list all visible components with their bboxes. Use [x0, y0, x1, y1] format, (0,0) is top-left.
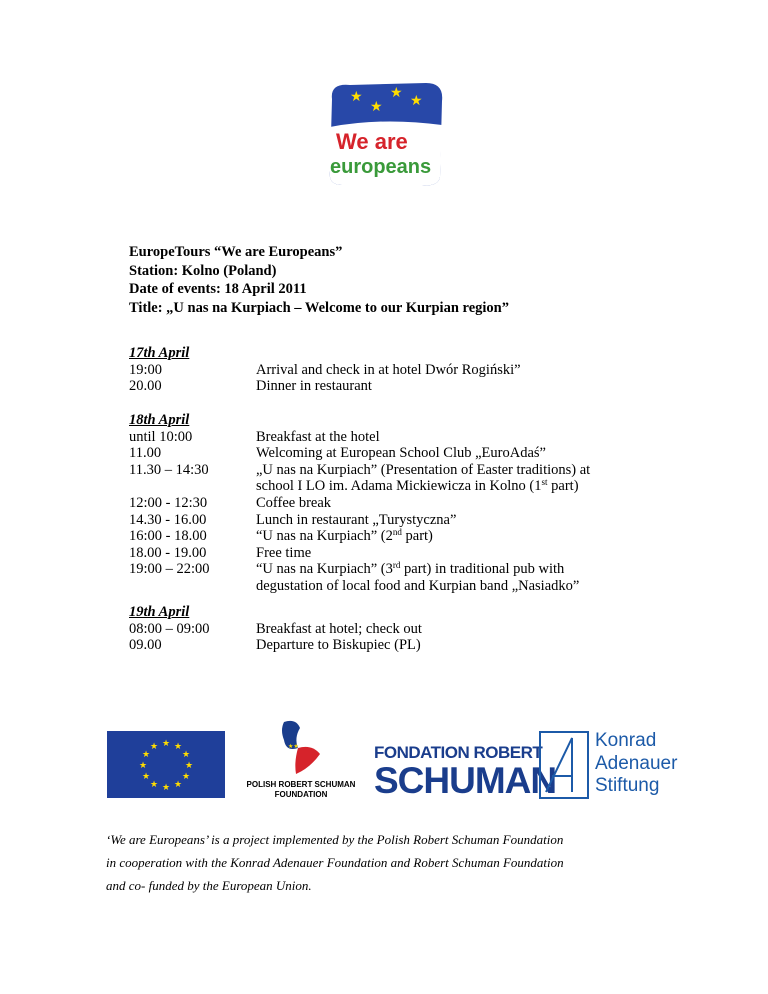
logo-star-1: ★ — [350, 90, 363, 105]
time: until 10:00 — [129, 428, 193, 445]
day2-times — [129, 412, 249, 578]
svg-text:★: ★ — [173, 779, 183, 789]
day-heading: 19th April — [129, 604, 190, 620]
svg-text:★: ★ — [141, 771, 151, 781]
activity: Lunch in restaurant „Turystyczna” — [256, 511, 457, 528]
day-heading: 18th April — [129, 412, 190, 428]
activity: degustation of local food and Kurpian band „Nasiadko” — [256, 577, 580, 594]
prsf-line2: FOUNDATION — [274, 790, 328, 799]
svg-text:★: ★ — [181, 771, 191, 781]
kas-line2: Adenauer — [595, 752, 678, 774]
activity-tail: part) — [401, 528, 433, 545]
day3-activities — [256, 621, 656, 654]
kas-line3: Stiftung — [595, 775, 660, 796]
time: 16:00 - 18.00 — [129, 528, 207, 545]
day-heading: 17th April — [129, 345, 190, 361]
prsf-line1: POLISH ROBERT SCHUMAN — [246, 780, 356, 789]
kas-text — [595, 730, 677, 798]
activity-text: “U nas na Kurpiach” (3 — [256, 561, 393, 578]
event-date: Date of events: 18 April 2011 — [129, 281, 307, 297]
svg-text:★: ★ — [181, 749, 191, 759]
svg-text:★: ★ — [141, 749, 151, 759]
ordinal-st: st — [541, 477, 548, 488]
footer-line2: in cooperation with the Konrad Adenauer Foundation and Robert Schuman Foundation — [106, 855, 564, 870]
svg-text:★: ★ — [138, 760, 148, 770]
footer-line1: ‘We are Europeans’ is a project implemented by the Polish Robert Schuman Foundation — [106, 832, 564, 847]
fondation-robert-schuman-logo — [374, 743, 557, 801]
activity: Arrival and check in at hotel Dwór Rogiński” — [256, 361, 521, 378]
ordinal-rd: rd — [392, 560, 401, 571]
activity: Breakfast at hotel; check out — [256, 620, 422, 637]
svg-text:★★: ★★ — [288, 744, 299, 750]
svg-text:★: ★ — [161, 738, 171, 748]
time: 11.30 – 14:30 — [129, 461, 209, 478]
activity: „U nas na Kurpiach” (Presentation of Easter traditions) at — [256, 461, 591, 478]
activity: Free time — [256, 544, 312, 561]
time: 18.00 - 19.00 — [129, 544, 207, 561]
time: 20.00 — [129, 378, 162, 395]
day3-times — [129, 604, 249, 654]
logo-star-4: ★ — [410, 94, 423, 109]
activity: Dinner in restaurant — [256, 378, 372, 395]
event-title: Title: „U nas na Kurpiach – Welcome to our Kurpian region” — [129, 299, 509, 316]
event-header — [129, 243, 509, 317]
time: 12:00 - 12:30 — [129, 494, 208, 511]
activity: Breakfast at the hotel — [256, 428, 380, 445]
kas-mark-icon — [538, 730, 590, 800]
time: 19:00 — [129, 361, 163, 378]
svg-text:★: ★ — [184, 760, 194, 770]
time: 09.00 — [129, 637, 162, 654]
activity-tail: part) in traditional pub with — [400, 561, 565, 578]
we-are-europeans-logo — [322, 77, 447, 189]
frs-top: FONDATION ROBERT — [374, 743, 543, 762]
activity: Welcoming at European School Club „EuroAdaś” — [256, 445, 546, 462]
activity — [256, 561, 656, 578]
footer-note — [106, 828, 626, 897]
svg-text:★: ★ — [149, 741, 159, 751]
time: 11.00 — [129, 445, 162, 462]
day1-times — [129, 345, 249, 395]
activity-tail: part) — [547, 478, 579, 495]
activity — [256, 528, 656, 545]
kas-line1: Konrad — [595, 730, 657, 751]
eu-stars-icon — [107, 731, 225, 798]
logo-line1: We are — [336, 129, 408, 154]
svg-text:★: ★ — [149, 779, 159, 789]
logo-line2: europeans — [330, 156, 432, 178]
konrad-adenauer-stiftung-logo — [538, 730, 678, 800]
activity — [256, 478, 656, 495]
time: 08:00 – 09:00 — [129, 620, 210, 637]
svg-text:★: ★ — [161, 782, 171, 792]
prsf-caption — [236, 780, 366, 800]
activity: Departure to Biskupiec (PL) — [256, 637, 421, 654]
time — [129, 478, 249, 495]
day2-activities — [256, 429, 656, 595]
tour-title: EuropeTours “We are Europeans” — [129, 244, 343, 260]
footer-line3: and co- funded by the European Union. — [106, 878, 312, 893]
prsf-emblem-icon — [236, 718, 366, 778]
ordinal-nd: nd — [392, 527, 402, 538]
day1-activities — [256, 362, 656, 395]
activity-text: school I LO im. Adama Mickiewicza in Kolno (1 — [256, 478, 542, 495]
polish-robert-schuman-foundation-logo — [236, 718, 366, 803]
activity-text: “U nas na Kurpiach” (2 — [256, 528, 393, 545]
logo-star-2: ★ — [370, 100, 383, 115]
time: 14.30 - 16.00 — [129, 511, 207, 528]
eu-flag-logo — [107, 731, 225, 798]
logo-star-3: ★ — [390, 86, 403, 101]
svg-text:★: ★ — [173, 741, 183, 751]
time: 19:00 – 22:00 — [129, 561, 210, 578]
station: Station: Kolno (Poland) — [129, 262, 277, 279]
activity: Coffee break — [256, 494, 332, 511]
logo-graphic — [322, 77, 447, 189]
frs-bottom: SCHUMAN — [374, 760, 557, 801]
